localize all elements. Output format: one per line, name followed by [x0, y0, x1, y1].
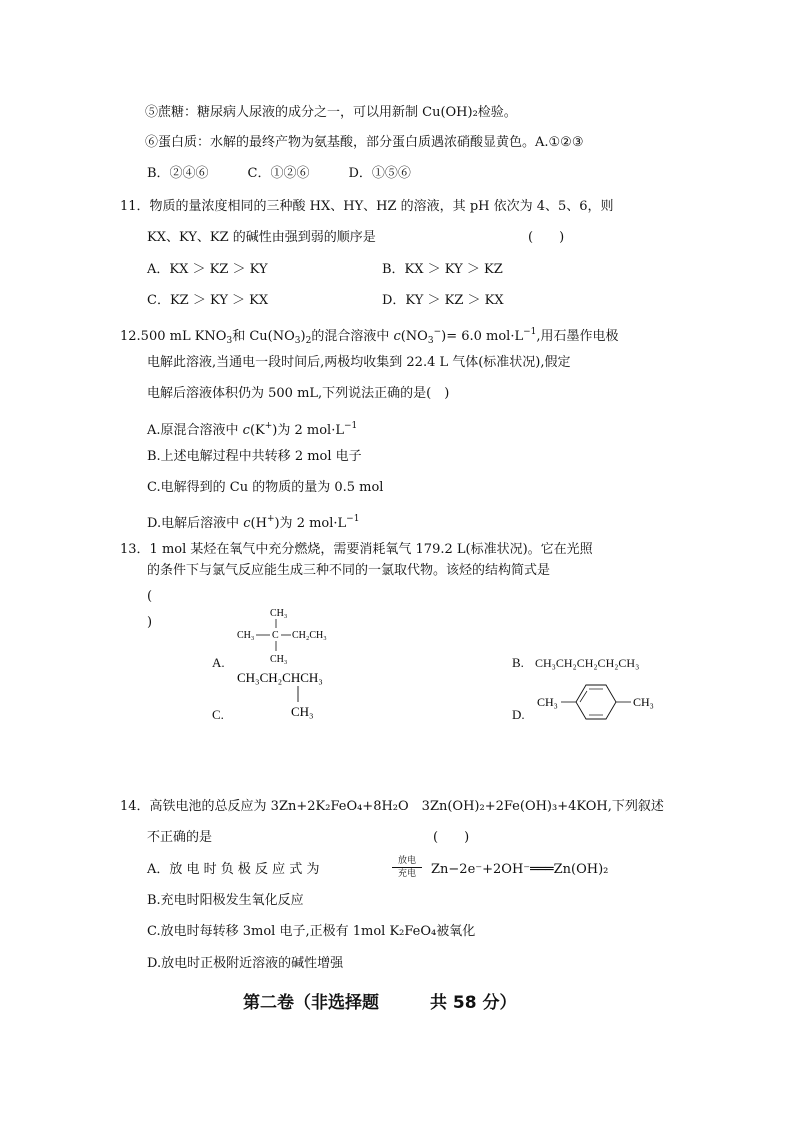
q11-option-b: B．KX ＞ KY ＞ KZ [382, 262, 503, 277]
q12-stem: 12.500 mL $KNO_3$和 $Cu(NO_3)_2$的混合溶液中 $c(NO_3^-)= 6.0$ $mol\cdot L^{-1}$,用石墨作电极 [120, 327, 619, 346]
q14-option-a-equation: Zn−2e⁻+2OH⁻═══Zn(OH)₂ [431, 862, 609, 877]
struct-a-center: C [272, 630, 279, 641]
q14-option-d: D.放电时正极附近溶液的碱性增强 [147, 956, 344, 971]
q12-stem-line2: 电解此溶液,当通电一段时间后,两极均收集到 22.4 L 气体(标准状况),假定 [147, 355, 571, 370]
q14-stem-line2: 不正确的是 [147, 830, 213, 845]
struct-a-left: CH₃ [237, 630, 255, 641]
q12-option-c: C.电解得到的 Cu 的物质的量为 0.5 mol [147, 480, 384, 495]
q11-stem: 11．物质的量浓度相同的三种酸 HX、HY、HZ 的溶液，其 pH 依次为 4、5、6，则 [120, 199, 614, 214]
q13-structure-c [235, 666, 355, 720]
q13-label-b: B. [512, 655, 524, 670]
q11-option-d: D．KY ＞ KZ ＞ KX [382, 293, 504, 308]
q13-structure-d [535, 680, 665, 724]
q13-label-c: C. [212, 707, 224, 722]
q10-item5: ⑤蔗糖：糖尿病人尿液的成分之一，可以用新制 Cu(OH)₂检验。 [145, 105, 517, 120]
struct-d-left: CH₃ [537, 695, 558, 709]
q12-option-b: B.上述电解过程中共转移 2 mol 电子 [147, 449, 362, 464]
struct-c-main: CH₃CH₂CHCH₃ [237, 670, 323, 685]
q13-paren-open: ( [147, 589, 153, 604]
q11-option-c: C．KZ ＞ KY ＞ KX [147, 293, 269, 308]
q14-option-b: B.充电时阳极发生氧化反应 [147, 893, 304, 908]
q13-label-a: A. [212, 655, 225, 670]
q14-answer-blank: ( ) [433, 830, 470, 845]
q11-answer-blank: ( ) [528, 230, 565, 245]
q13-stem-line2: 的条件下与氯气反应能生成三种不同的一氯取代物。该烃的结构简式是 [147, 563, 551, 578]
q11-stem-line2: KX、KY、KZ 的碱性由强到弱的顺序是 [147, 230, 376, 245]
q14-option-a: A．放 电 时 负 极 反 应 式 为 [147, 862, 320, 877]
q13-label-d: D. [512, 707, 525, 722]
q14-discharge-charge-arrow [392, 856, 422, 879]
q13-formula-b: CH₃CH₂CH₂CH₂CH₃ [535, 656, 640, 670]
q13-structure-a [232, 604, 342, 666]
struct-d-right: CH₃ [633, 695, 654, 709]
q14-option-c: C.放电时每转移 3mol 电子,正极有 1mol K₂FeO₄被氧化 [147, 924, 476, 939]
q13-stem: 13．1 mol 某烃在氧气中充分燃烧，需要消耗氧气 179.2 L(标准状况)。它在光照 [120, 542, 593, 557]
q10-options: B．②④⑥ C．①②⑥ D．①⑤⑥ [147, 166, 411, 181]
frac-top: 放电 [397, 856, 416, 866]
q12-option-d: D.电解后溶液中 c(H+)为 2 $mol\cdot L^{-1}$ [147, 514, 360, 531]
frac-bottom: 充电 [397, 869, 416, 879]
struct-a-right: CH₂CH₃ [292, 630, 327, 641]
q10-item6: ⑥蛋白质：水解的最终产物为氨基酸，部分蛋白质遇浓硝酸显黄色。A.①②③ [145, 135, 584, 150]
q11-option-a: A．KX ＞ KZ ＞ KY [147, 262, 268, 277]
struct-a-top: CH₃ [270, 608, 288, 619]
section-heading: 第二卷（非选择题 共 58 分） [243, 993, 517, 1013]
q12-option-a: A.原混合溶液中 c(K+)为 2 $mol\cdot L^{-1}$ [147, 421, 358, 438]
struct-a-bottom: CH₃ [270, 654, 288, 665]
q14-stem: 14．高铁电池的总反应为 3Zn+2K₂FeO₄+8H₂O 3Zn(OH)₂+2Fe(OH)₃+4KOH,下列叙述 [120, 799, 664, 814]
q13-paren-close: ) [147, 615, 153, 630]
q12-stem-line3: 电解后溶液体积仍为 500 mL,下列说法正确的是( ) [147, 386, 450, 401]
struct-c-branch: CH₃ [291, 704, 314, 719]
